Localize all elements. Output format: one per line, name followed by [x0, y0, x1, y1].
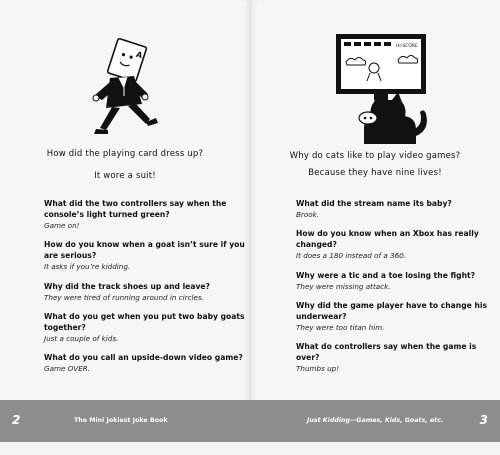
- joke-answer: Game on!: [44, 221, 80, 230]
- joke-answer: Thumbs up!: [296, 364, 340, 374]
- right-page: [250, 0, 500, 455]
- joke-item: [296, 270, 500, 292]
- joke-answer: They were tired of running around in circles.: [44, 292, 204, 302]
- joke-item: [296, 228, 500, 261]
- screen-score-text: HI-SCORE: [396, 44, 418, 49]
- page-bottom-margin: [0, 442, 500, 455]
- joke-answer: Brook.: [296, 210, 320, 219]
- page-number: 3: [479, 413, 488, 427]
- joke-list: [296, 198, 500, 382]
- joke-item: [44, 281, 249, 303]
- joke-question: Why were a tic and a toe losing the fight?: [296, 270, 476, 280]
- playing-card-in-suit-icon: [72, 38, 172, 138]
- illustration-question: Why do cats like to play video games?: [289, 151, 461, 161]
- card-rank-text: A: [134, 49, 144, 61]
- joke-answer: It does a 180 instead of a 360.: [296, 251, 407, 261]
- joke-answer: They were too titan him.: [296, 322, 385, 332]
- cat-playing-video-game-icon: [330, 32, 435, 144]
- joke-answer: Game OVER.: [44, 364, 91, 374]
- joke-item: [296, 300, 500, 333]
- joke-item: [296, 341, 500, 374]
- joke-answer: It asks if you’re kidding.: [44, 262, 131, 272]
- page-number: 2: [12, 413, 21, 427]
- joke-question: What do controllers say when the game is over?: [296, 342, 477, 363]
- illustration-answer: Because they have nine lives!: [308, 168, 442, 178]
- joke-question: How do you know when an Xbox has really changed?: [296, 229, 479, 250]
- joke-list: [44, 198, 249, 382]
- joke-item: [296, 198, 500, 220]
- joke-question: Why did the game player have to change his underwear?: [296, 300, 487, 321]
- joke-item: [44, 239, 249, 272]
- running-title: The Mini Jokiest Joke Book: [74, 417, 168, 424]
- joke-question: What do you call an upside-down video game?: [44, 353, 243, 363]
- joke-question: Why did the track shoes up and leave?: [44, 281, 210, 291]
- joke-item: [44, 198, 249, 231]
- joke-question: How do you know when a goat isn’t sure if you are serious?: [44, 240, 245, 261]
- joke-question: What did the two controllers say when the console’s light turned green?: [44, 199, 227, 219]
- joke-item: [44, 311, 249, 344]
- running-title: Just Kidding—Games, Kids, Goats, etc.: [307, 417, 444, 424]
- illustration-answer: It wore a suit!: [94, 171, 156, 181]
- joke-question: What did the stream name its baby?: [296, 199, 452, 208]
- joke-answer: They were missing attack.: [296, 281, 391, 291]
- page-footer: [250, 400, 500, 442]
- joke-item: [44, 352, 249, 374]
- illustration-question: How did the playing card dress up?: [46, 149, 204, 159]
- joke-answer: Just a couple of kids.: [44, 333, 119, 343]
- page-footer: [0, 400, 250, 442]
- joke-question: What do you get when you put two baby goats together?: [44, 311, 245, 332]
